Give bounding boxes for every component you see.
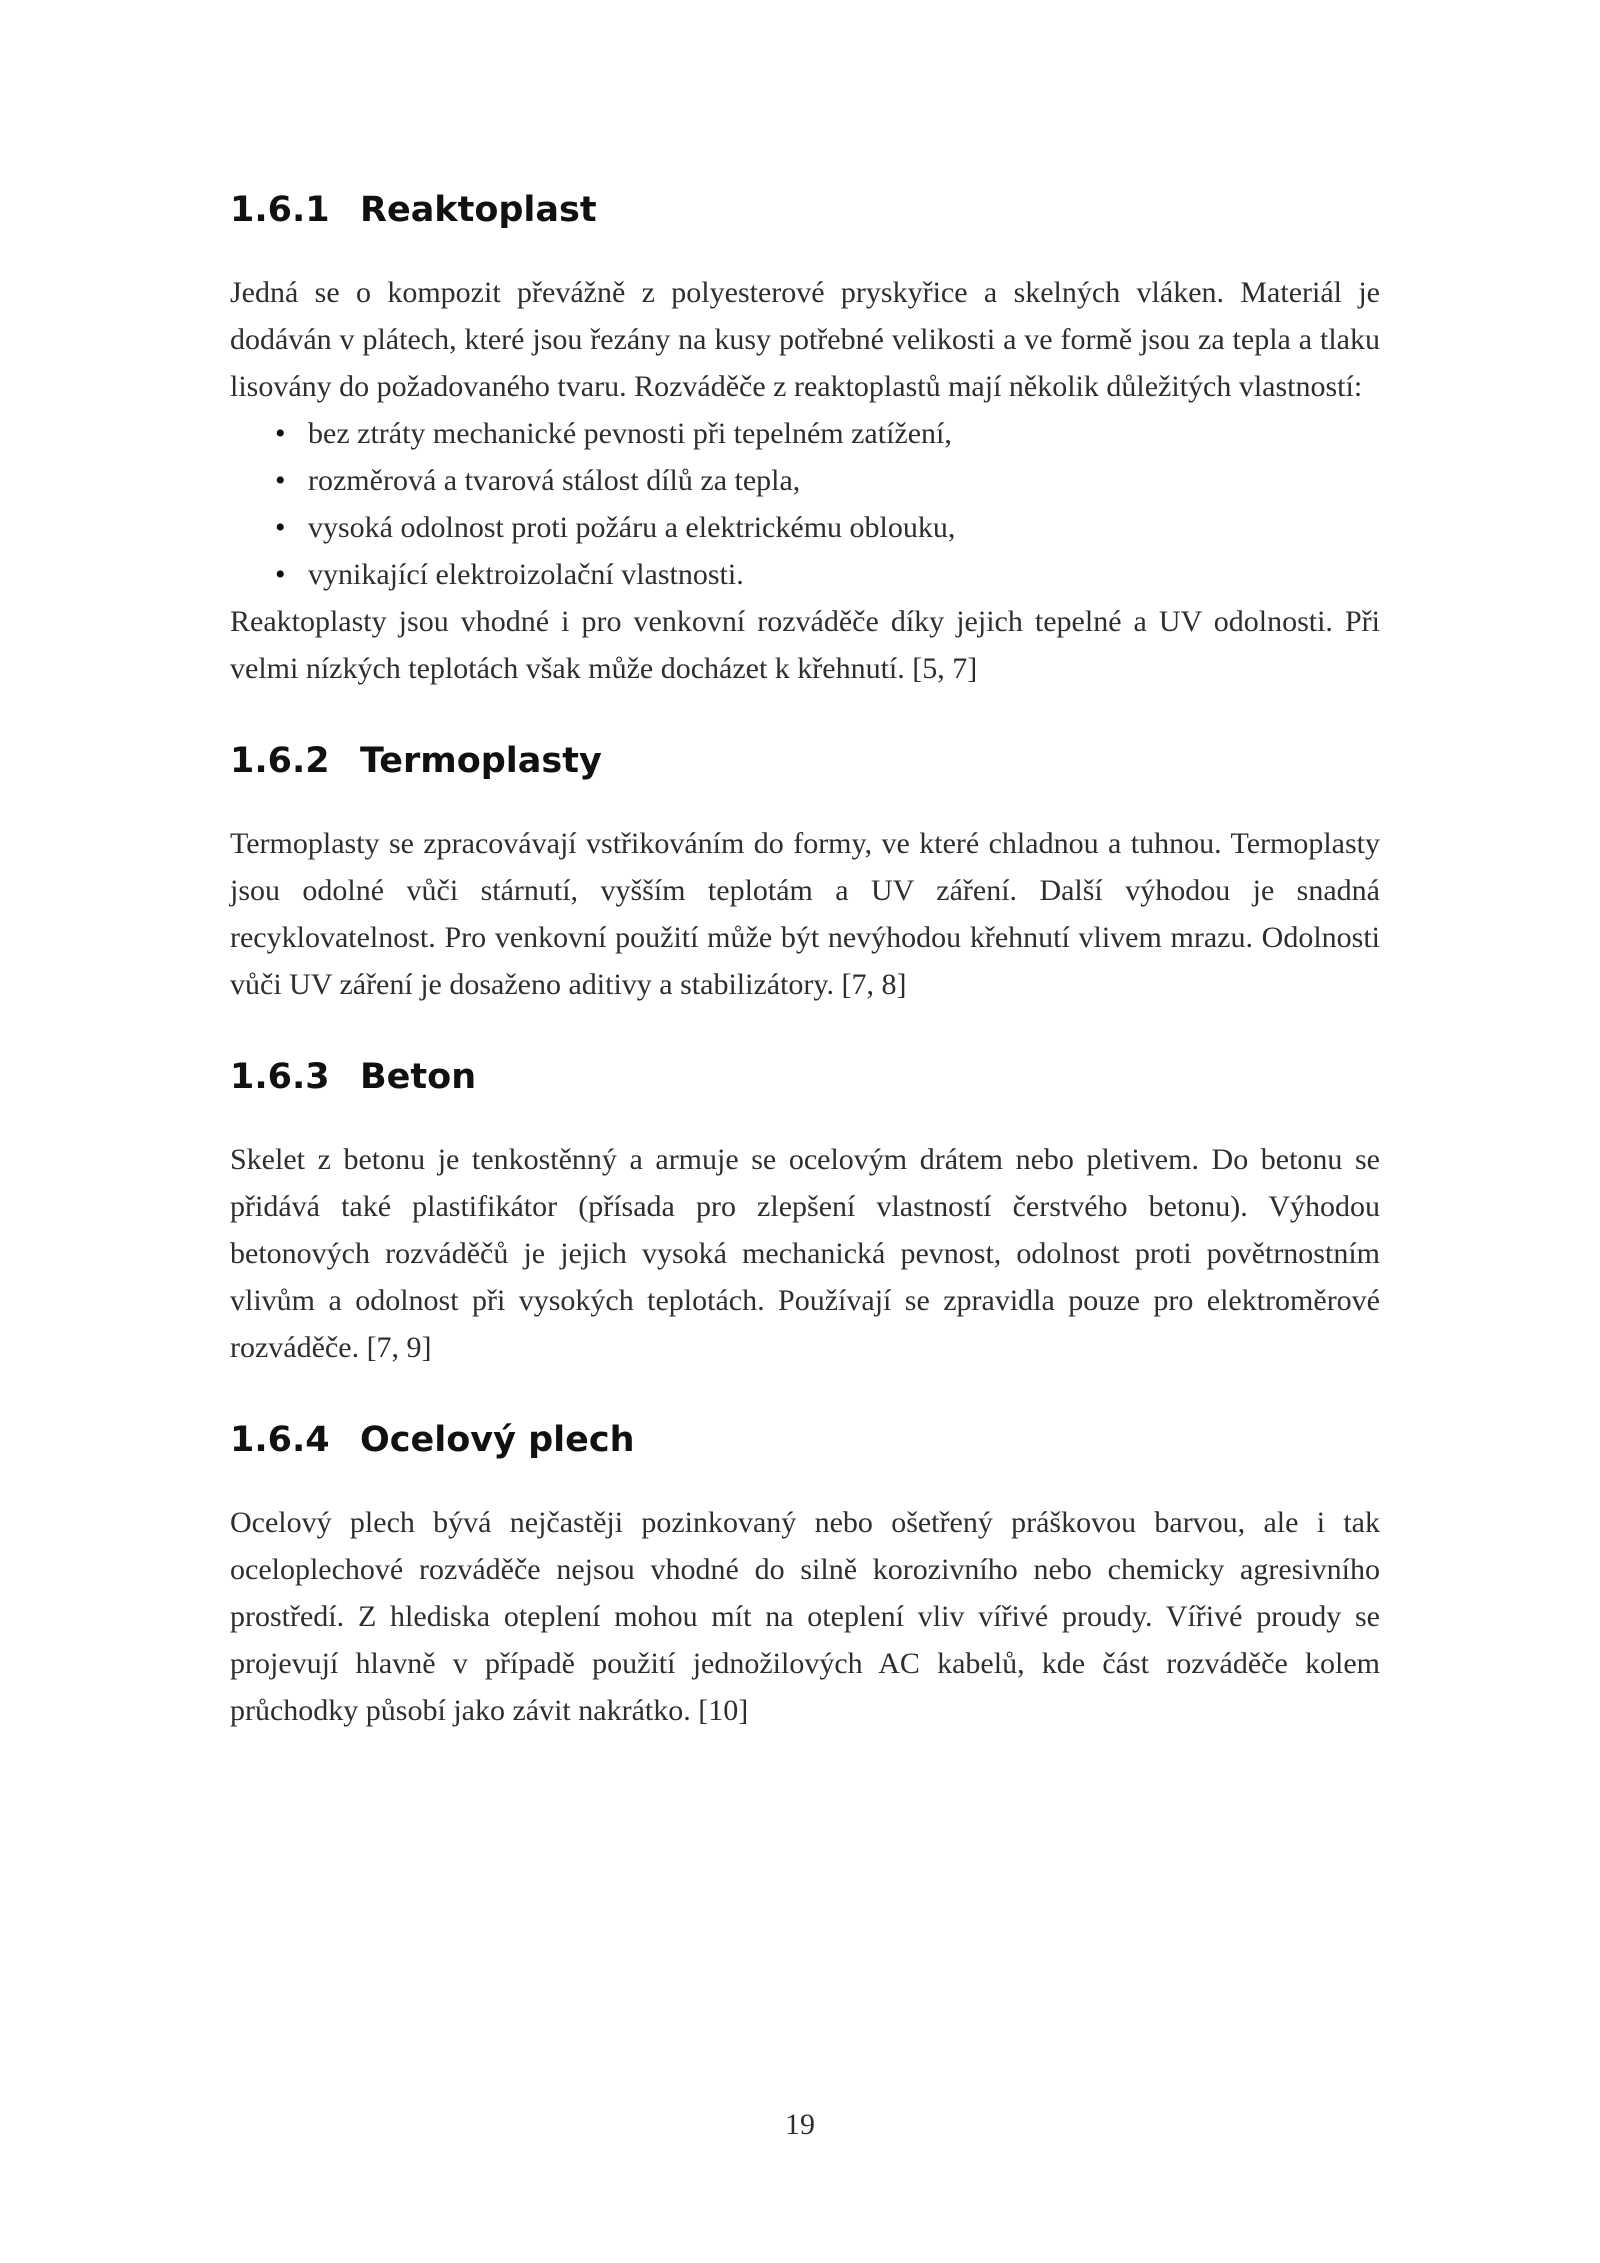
- section-spacer: [230, 1371, 1380, 1415]
- list-item-text: vysoká odolnost proti požáru a elektrickému oblouku,: [308, 511, 956, 544]
- paragraph: Jedná se o kompozit převážně z polyesterové pryskyřice a skelných vláken. Materiál je dodáván v plátech, které jsou řezány na kusy potřebné velikosti a ve formě jsou za tepla a tlaku lisovány do požadovaného tvaru. Rozváděče z reaktoplastů mají několik důležitých vlastností:: [230, 276, 1380, 403]
- bullet-icon: •: [275, 417, 286, 450]
- section-beton: [230, 1052, 1380, 1371]
- list-item-text: bez ztráty mechanické pevnosti při tepelném zatížení,: [308, 417, 952, 450]
- paragraph: Ocelový plech bývá nejčastěji pozinkovaný nebo ošetřený práškovou barvou, ale i tak oceloplechové rozváděče nejsou vhodné do silně korozivního nebo chemicky agresivního prostředí. Z hlediska oteplení mohou mít na oteplení vliv vířivé proudy. Vířivé proudy se projevují hlavně v případě použití jednožilových AC kabelů, kde část rozváděče kolem průchodky působí jako závit nakrátko. [10]: [230, 1506, 1380, 1727]
- section-number: 1.6.3: [230, 1057, 330, 1097]
- section-termoplasty: [230, 736, 1380, 1008]
- page-content: [230, 185, 1380, 1734]
- list-item: [275, 504, 1380, 551]
- bullet-icon: •: [275, 464, 286, 497]
- list-item-text: rozměrová a tvarová stálost dílů za tepla,: [308, 464, 801, 497]
- section-title: Reaktoplast: [360, 190, 597, 230]
- section-number: 1.6.4: [230, 1420, 330, 1460]
- bullet-icon: •: [275, 558, 286, 591]
- section-ocelovy-plech: [230, 1415, 1380, 1734]
- list-item: [275, 410, 1380, 457]
- paragraph: Termoplasty se zpracovávají vstřikováním do formy, ve které chladnou a tuhnou. Termoplasty jsou odolné vůči stárnutí, vyšším teplotám a UV záření. Další výhodou je snadná recyklovatelnost. Pro venkovní použití může být nevýhodou křehnutí vlivem mrazu. Odolnosti vůči UV záření je dosaženo aditivy a stabilizátory. [7, 8]: [230, 827, 1380, 1001]
- section-heading: [230, 1052, 1380, 1102]
- section-heading: [230, 1415, 1380, 1465]
- paragraph: Skelet z betonu je tenkostěnný a armuje se ocelovým drátem nebo pletivem. Do betonu se přidává také plastifikátor (přísada pro zlepšení vlastností čerstvého betonu). Výhodou betonových rozváděčů je jejich vysoká mechanická pevnost, odolnost proti povětrnostním vlivům a odolnost při vysokých teplotách. Používají se zpravidla pouze pro elektroměrové rozváděče. [7, 9]: [230, 1143, 1380, 1364]
- section-spacer: [230, 1008, 1380, 1052]
- section-heading: [230, 736, 1380, 786]
- paragraph: Reaktoplasty jsou vhodné i pro venkovní rozváděče díky jejich tepelné a UV odolnosti. Při velmi nízkých teplotách však může docházet k křehnutí. [5, 7]: [230, 605, 1380, 685]
- list-item-text: vynikající elektroizolační vlastnosti.: [308, 558, 744, 591]
- list-item: [275, 551, 1380, 598]
- section-title: Termoplasty: [360, 741, 602, 781]
- section-reaktoplast: [230, 185, 1380, 692]
- section-spacer: [230, 692, 1380, 736]
- section-heading: [230, 185, 1380, 235]
- section-title: Beton: [360, 1057, 477, 1097]
- section-number: 1.6.2: [230, 741, 330, 781]
- section-number: 1.6.1: [230, 190, 330, 230]
- bullet-icon: •: [275, 511, 286, 544]
- bullet-list: [230, 410, 1380, 598]
- section-title: Ocelový plech: [360, 1420, 635, 1460]
- page-number: 19: [785, 2108, 815, 2141]
- list-item: [275, 457, 1380, 504]
